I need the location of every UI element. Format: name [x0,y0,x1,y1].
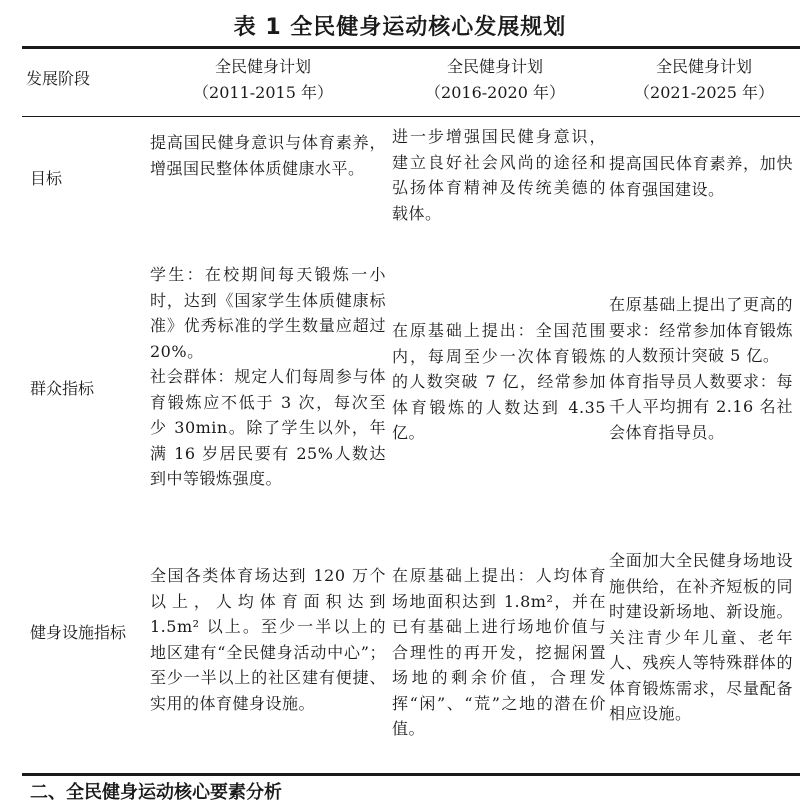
mass-cell-2016-text: 在原基础上提出：全国范围内，每周至少一次体育锻炼的人数突破 7 亿，经常参加体育锻炼的人数达到 4.35 亿。 [392,321,606,442]
header-plan-2-name: 全民健身计划 [446,57,543,76]
header-plan-2-years: （2016-2020 年） [425,83,565,102]
header-stage: 发展阶段 [26,69,91,88]
facility-cell-2021-text: 全面加大全民健身场地设施供给，在补齐短板的同时建设新场地、新设施。关注青少年儿童、老年人、残疾人等特殊群体的体育锻炼需求，尽量配备相应设施。 [609,551,793,723]
facility-cell-2016-text: 在原基础上提出：人均体育场地面积达到 1.8m²，并在已有基础上进行场地价值与合理性的再开发，挖掘闲置场地的剩余价值，合理发挥“闲”、“荒”之地的潜在价值。 [392,566,606,738]
facility-cell-2011-text: 全国各类体育场达到 120 万个以上，人均体育面积达到 1.5m² 以上。至少一半以上的地区建有“全民健身活动中心”；至少一半以上的社区建有便捷、实用的体育健身设施。 [150,566,386,713]
facility-cell-2011 [150,563,386,716]
goal-cell-2021 [609,151,793,202]
goal-cell-2011-text: 提高国民健身意识与体育素养，增强国民整体体质健康水平。 [150,133,386,178]
header-rule [22,116,800,117]
row-label-facility: 健身设施指标 [30,623,127,642]
next-section-heading-cut [30,782,450,803]
table-top-rule [22,46,800,49]
header-plan-3-name: 全民健身计划 [655,57,752,76]
header-plan-1-name: 全民健身计划 [214,57,311,76]
header-plan-2 [384,54,606,106]
header-plan-3-years: （2021-2025 年） [634,83,774,102]
mass-cell-2011-public: 社会群体：规定人们每周参与体育锻炼应不低于 3 次，每次至少 30min。除了学生以外，年满 16 岁居民要有 25%人数达到中等锻炼强度。 [150,367,386,488]
table-bottom-rule [22,773,800,776]
goal-cell-2016-text: 进一步增强国民健身意识，建立良好社会风尚的途径和弘扬体育精神及传统美德的载体。 [392,127,606,223]
mass-cell-2021-participants: 在原基础上提出了更高的要求：经常参加体育锻炼的人数预计突破 5 亿。 [609,295,793,365]
mass-cell-2011-students: 学生：在校期间每天锻炼一小时，达到《国家学生体质健康标准》优秀标准的学生数量应超过 20%。 [150,265,386,361]
mass-cell-2011 [150,262,386,492]
facility-cell-2021 [609,548,793,727]
goal-cell-2021-text: 提高国民体育素养，加快体育强国建设。 [609,154,793,199]
next-section-heading-text: 二、全民健身运动核心要素分析 [30,782,282,803]
mass-cell-2016 [392,318,606,446]
mass-cell-2021 [609,292,793,445]
facility-cell-2016 [392,563,606,742]
table-title: 表 1 全民健身运动核心发展规划 [233,15,567,40]
goal-cell-2016 [392,124,606,226]
goal-cell-2011 [150,130,386,181]
row-label-mass: 群众指标 [30,379,95,398]
header-plan-1 [146,54,380,106]
row-label-goal: 目标 [30,169,63,188]
mass-cell-2021-instructors: 体育指导员人数要求：每千人平均拥有 2.16 名社会体育指导员。 [609,371,793,442]
header-plan-1-years: （2011-2015 年） [193,83,333,102]
header-plan-3 [608,54,800,106]
